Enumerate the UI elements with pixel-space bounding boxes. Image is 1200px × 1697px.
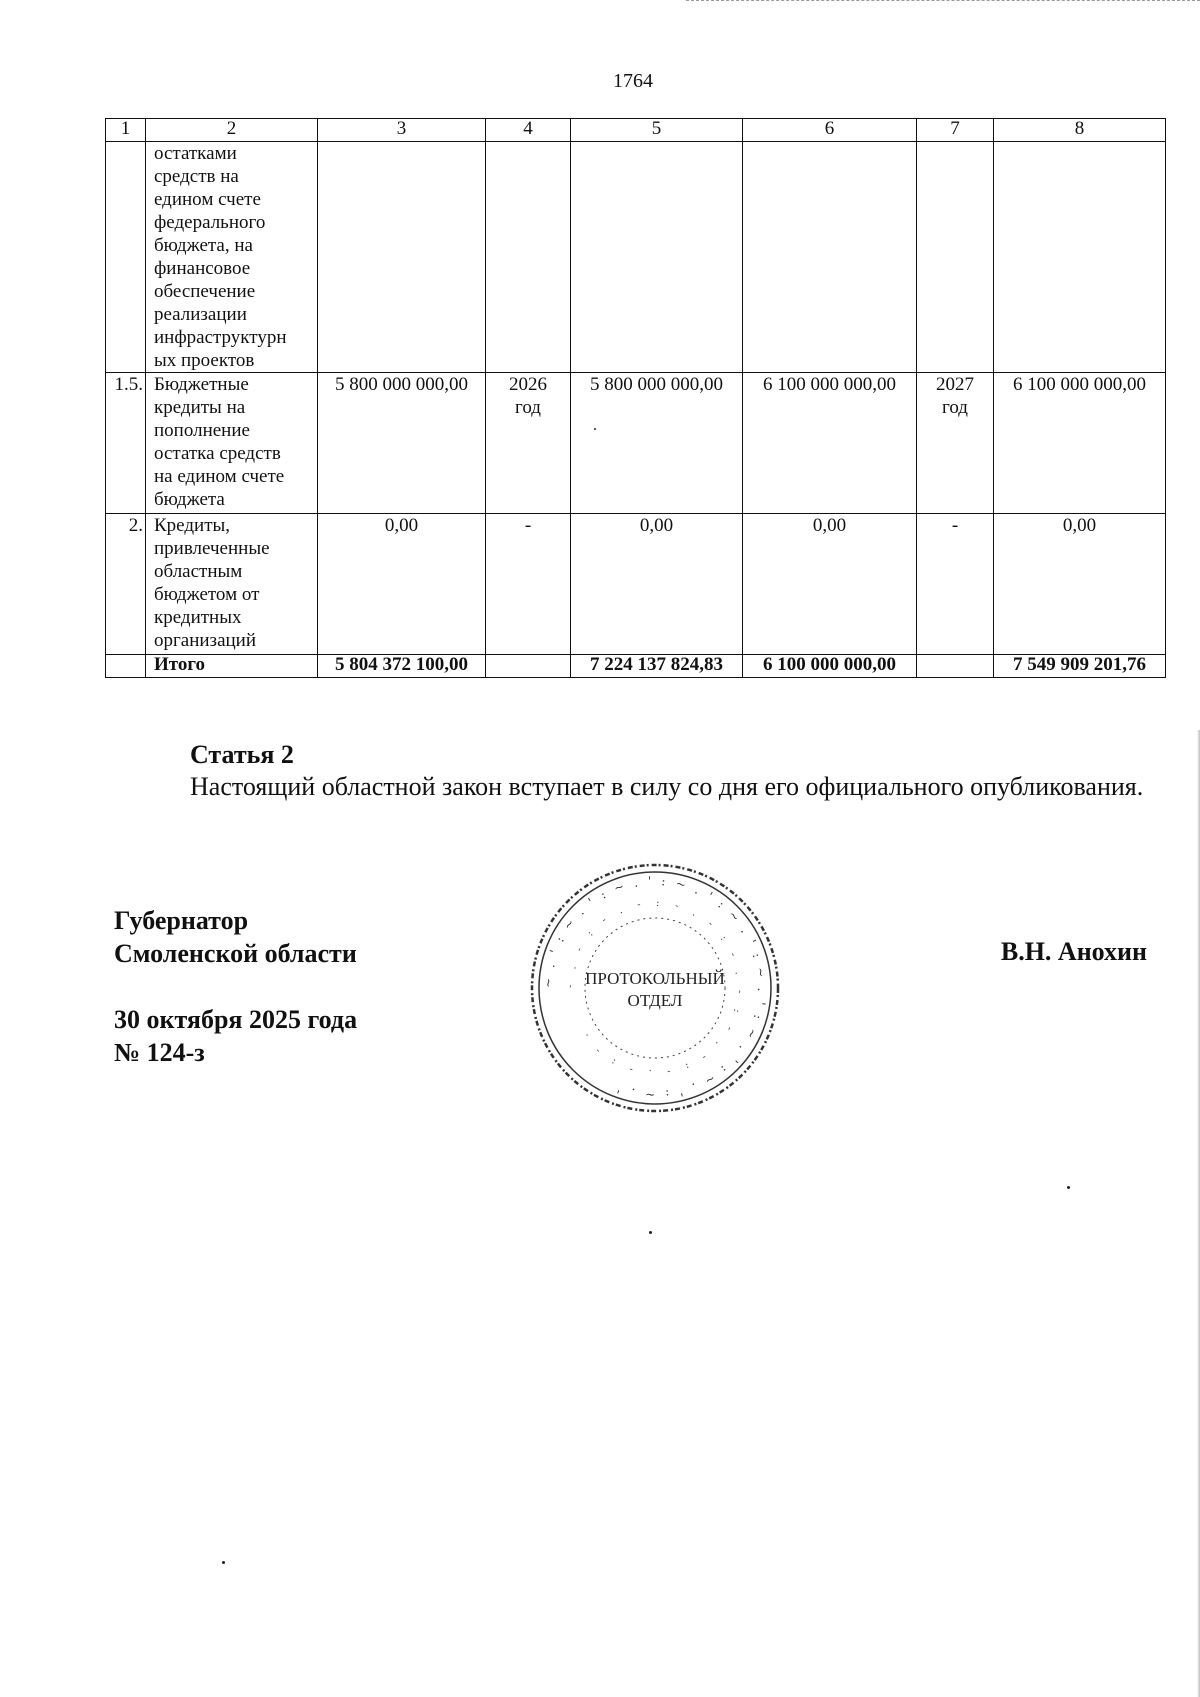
table-body	[106, 142, 1166, 655]
row-name-line: областным	[154, 561, 243, 582]
col7-line: 2027	[936, 374, 974, 395]
col6-value: 6 100 000 000,00	[743, 373, 917, 514]
col6-value	[743, 142, 917, 373]
total-col4	[486, 655, 571, 678]
row-name-line: инфраструктурн	[154, 327, 287, 348]
row-name-line: ых проектов	[154, 350, 255, 371]
row-name-line: финансовое	[154, 258, 251, 279]
col3-value: 5 800 000 000,00	[318, 373, 486, 514]
position-line: Смоленской области	[114, 939, 357, 968]
total-col6: 6 100 000 000,00	[743, 655, 917, 678]
budget-table	[105, 118, 1166, 678]
scan-edge-top	[686, 0, 1200, 3]
row-name-line: остатка средств	[154, 443, 281, 464]
svg-text:- . - : - . - : - . - : - . -: - . - : - . - : - . - : - . - : - . - : - . - : - .	[564, 897, 746, 1079]
total-col5: 7 224 137 824,83	[571, 655, 743, 678]
column-header: 6	[743, 119, 917, 142]
row-name-line: кредитных	[154, 607, 242, 628]
column-header: 2	[146, 119, 318, 142]
col4-year	[486, 514, 571, 655]
column-header: 1	[106, 119, 146, 142]
column-header: 3	[318, 119, 486, 142]
col3-value: 0,00	[318, 514, 486, 655]
total-col7	[917, 655, 994, 678]
row-number	[106, 142, 146, 373]
signatory-position	[114, 904, 357, 970]
row-name-line: Кредиты,	[154, 515, 231, 536]
official-stamp	[525, 858, 785, 1118]
article-title: Статья 2	[190, 740, 294, 769]
col3-value	[318, 142, 486, 373]
table-row	[106, 373, 1166, 514]
col8-value: 0,00	[994, 514, 1166, 655]
row-name-line: средств на	[154, 166, 239, 187]
col7-year	[917, 514, 994, 655]
col6-value: 0,00	[743, 514, 917, 655]
row-name-line: бюджетом от	[154, 584, 260, 605]
scan-speck	[222, 1561, 225, 1564]
col4-line: -	[524, 515, 532, 536]
stamp-center-line1: ПРОТОКОЛЬНЫЙ	[585, 969, 725, 988]
row-name-line: обеспечение	[154, 281, 256, 302]
row-name	[146, 142, 318, 373]
total-num-cell	[106, 655, 146, 678]
row-name-line: едином счете	[154, 189, 261, 210]
row-name-line: пополнение	[154, 420, 250, 441]
column-header: 7	[917, 119, 994, 142]
row-name-line: федерального	[154, 212, 266, 233]
article-body: Настоящий областной закон вступает в силу со дня его официального опубликования.	[190, 772, 1144, 801]
scan-speck	[594, 428, 596, 430]
table-row	[106, 142, 1166, 373]
table-total-row	[106, 655, 1166, 678]
scan-speck	[649, 1231, 652, 1234]
total-col8: 7 549 909 201,76	[994, 655, 1166, 678]
col7-line: год	[942, 397, 968, 418]
col4-line: 2026	[509, 374, 547, 395]
col7-year	[917, 142, 994, 373]
row-name	[146, 514, 318, 655]
col5-value	[571, 142, 743, 373]
signatory-name: В.Н. Анохин	[1000, 937, 1147, 966]
table-header-row	[106, 119, 1166, 142]
stamp-center-line2: ОТДЕЛ	[627, 991, 683, 1010]
row-name-line: Бюджетные	[154, 374, 249, 395]
row-name-line: на едином счете	[154, 466, 285, 487]
table-row	[106, 514, 1166, 655]
col4-year	[486, 142, 571, 373]
col5-value: 0,00	[571, 514, 743, 655]
row-number: 2.	[106, 514, 146, 655]
col8-value: 6 100 000 000,00	[994, 373, 1166, 514]
row-name-line: бюджета	[154, 489, 225, 510]
law-date: 30 октября 2025 года	[114, 1005, 358, 1034]
scan-speck	[1067, 1186, 1070, 1189]
col8-value	[994, 142, 1166, 373]
row-name-line: привлеченные	[154, 538, 270, 559]
col4-line: год	[515, 397, 541, 418]
row-name-line: остатками	[154, 143, 237, 164]
row-name	[146, 373, 318, 514]
law-number: № 124-з	[114, 1038, 205, 1067]
position-line: Губернатор	[114, 906, 249, 935]
row-name-line: кредиты на	[154, 397, 246, 418]
col7-line: -	[951, 515, 959, 536]
page-number: 1764	[613, 70, 653, 92]
col5-value: 5 800 000 000,00	[571, 373, 743, 514]
col4-year	[486, 373, 571, 514]
svg-text:~ . ' : ~ . ' : ~ . ' : ~ . ': ~ . ' : ~ . ' : ~ . ' : ~ . ' : ~ . ' : ~ . ' : ~ . ' : ~ . ' : ~ . '	[540, 873, 770, 1103]
total-col3: 5 804 372 100,00	[318, 655, 486, 678]
column-header: 4	[486, 119, 571, 142]
total-label: Итого	[146, 655, 318, 678]
row-number: 1.5.	[106, 373, 146, 514]
column-header: 5	[571, 119, 743, 142]
row-name-line: организаций	[154, 630, 257, 651]
law-date-number	[114, 1003, 357, 1069]
col7-year	[917, 373, 994, 514]
column-header: 8	[994, 119, 1166, 142]
row-name-line: реализации	[154, 304, 247, 325]
row-name-line: бюджета, на	[154, 235, 253, 256]
